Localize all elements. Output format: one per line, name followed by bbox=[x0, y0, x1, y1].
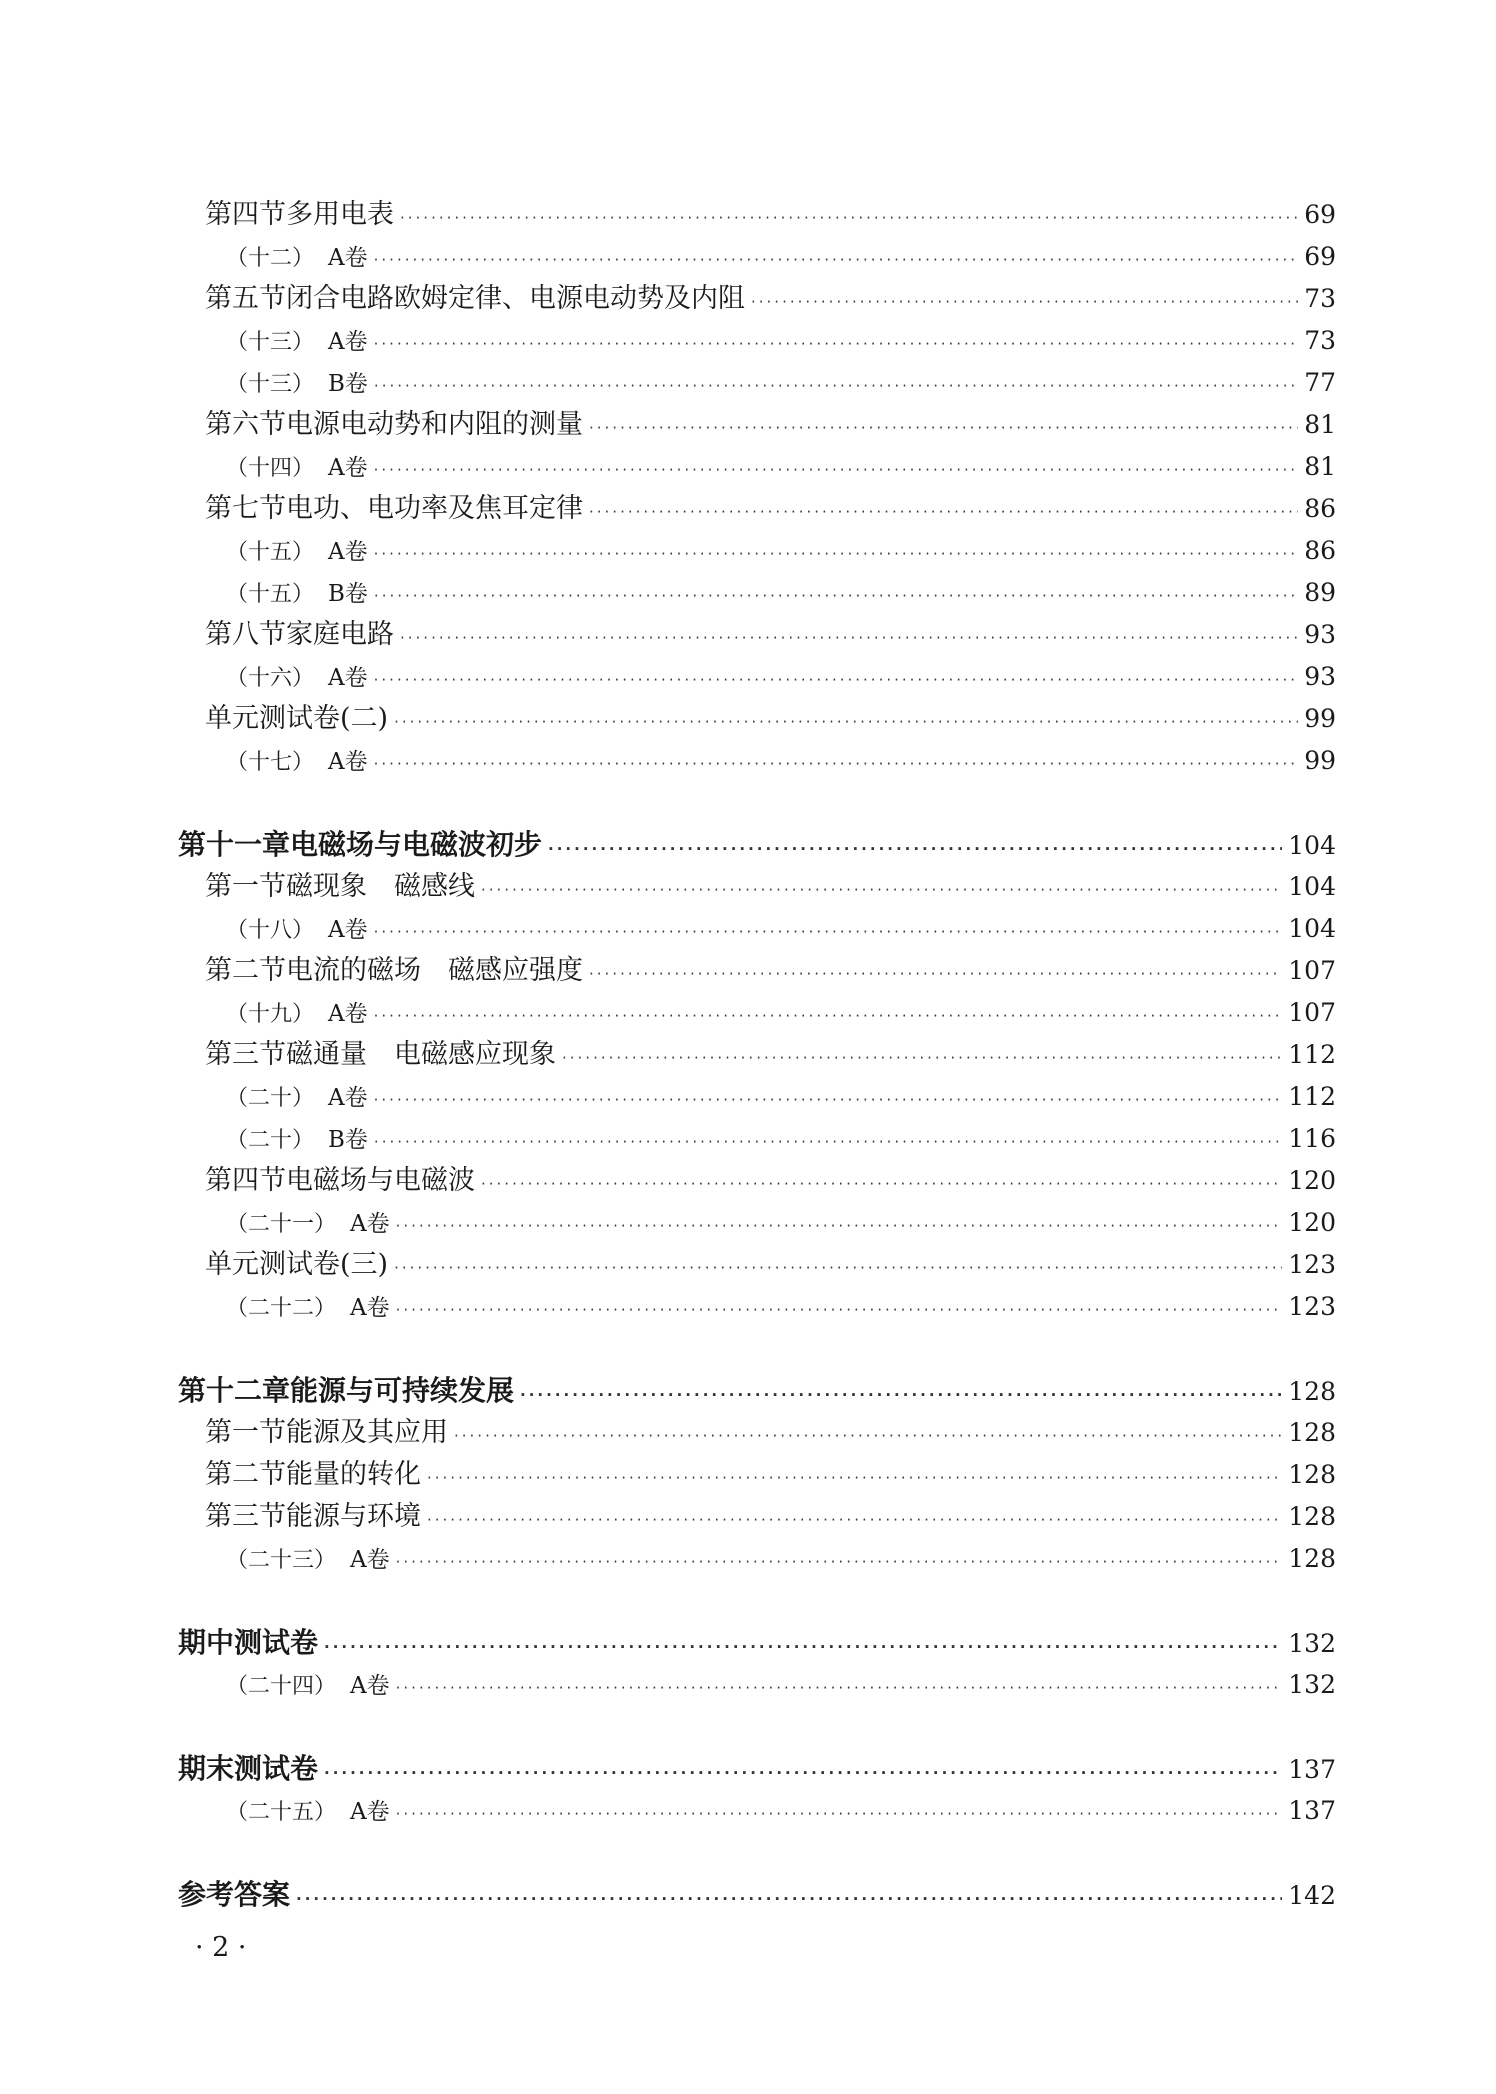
toc-entry-title: A卷 bbox=[328, 329, 368, 355]
toc-entry-section bbox=[205, 699, 1336, 739]
toc-entry-title: 期末测试卷 bbox=[178, 1752, 319, 1785]
dot-leader bbox=[751, 282, 1298, 322]
toc-entry-page: 89 bbox=[1304, 578, 1336, 607]
dot-leader bbox=[520, 1375, 1282, 1415]
toc-entry-page: 99 bbox=[1304, 704, 1336, 733]
toc-entry-section bbox=[205, 1455, 1336, 1495]
toc-entry-title: A卷 bbox=[328, 455, 368, 481]
toc-entry-page: 69 bbox=[1304, 242, 1336, 271]
toc-entry-page: 123 bbox=[1288, 1250, 1336, 1279]
toc-entry-label: （二十三） bbox=[226, 1548, 337, 1573]
toc-entry-title: A卷 bbox=[328, 245, 368, 271]
toc-entry-label: 第八节 bbox=[205, 619, 286, 650]
toc-entry-section bbox=[205, 195, 1336, 235]
toc-entry-quiz bbox=[226, 993, 1336, 1033]
toc-entry-title: 能源及其应用 bbox=[286, 1417, 448, 1448]
toc-entry-label: （十六） bbox=[226, 666, 315, 691]
toc-entry-quiz bbox=[226, 447, 1336, 487]
dot-leader bbox=[374, 1122, 1282, 1162]
toc-entry-quiz bbox=[226, 321, 1336, 361]
dot-leader bbox=[400, 618, 1298, 658]
toc-entry-label: 第二节 bbox=[205, 955, 286, 986]
toc-entry-page: 73 bbox=[1304, 284, 1336, 313]
dot-leader bbox=[589, 492, 1298, 532]
toc-entry-quiz bbox=[226, 657, 1336, 697]
toc-entry-label: （十三） bbox=[226, 372, 315, 397]
toc-entry-page: 86 bbox=[1304, 536, 1336, 565]
toc-entry-section bbox=[205, 1035, 1336, 1075]
toc-entry-page: 137 bbox=[1288, 1755, 1336, 1784]
dot-leader bbox=[394, 702, 1298, 742]
toc-entry-section bbox=[205, 405, 1336, 445]
dot-leader bbox=[427, 1458, 1282, 1498]
toc-entry-label: 第五节 bbox=[205, 283, 286, 314]
toc-entry-title: 能源与可持续发展 bbox=[290, 1374, 515, 1407]
toc-entry-quiz bbox=[226, 237, 1336, 277]
toc-entry-section bbox=[205, 1161, 1336, 1201]
toc-entry-label: 第三节 bbox=[205, 1039, 286, 1070]
toc-entry-title: A卷 bbox=[328, 1085, 368, 1111]
toc-entry-title: 能源与环境 bbox=[286, 1501, 421, 1532]
dot-leader bbox=[374, 534, 1299, 574]
toc-entry-page: 120 bbox=[1288, 1166, 1336, 1195]
dot-leader bbox=[427, 1500, 1282, 1540]
dot-leader bbox=[324, 1753, 1282, 1793]
toc-entry-section bbox=[205, 867, 1336, 907]
toc-entry-label: （十二） bbox=[226, 246, 315, 271]
dot-leader bbox=[589, 408, 1298, 448]
toc-entry-label: （二十四） bbox=[226, 1674, 337, 1699]
toc-entry-label: 第二节 bbox=[205, 1459, 286, 1490]
toc-entry-title: A卷 bbox=[350, 1547, 390, 1573]
toc-entry-title: 单元测试卷(三) bbox=[205, 1249, 389, 1280]
toc-entry-label: （二十） bbox=[226, 1086, 315, 1111]
dot-leader bbox=[374, 366, 1298, 406]
toc-entry-page: 99 bbox=[1304, 746, 1336, 775]
toc-entry-label: 第一节 bbox=[205, 871, 286, 902]
toc-entry-section bbox=[205, 489, 1336, 529]
toc-entry-chapter bbox=[178, 1875, 1336, 1915]
toc-entry-section bbox=[205, 615, 1336, 655]
toc-entry-title: A卷 bbox=[328, 539, 368, 565]
dot-leader bbox=[454, 1416, 1282, 1456]
dot-leader bbox=[374, 744, 1299, 784]
toc-entry-label: 第十二章 bbox=[178, 1374, 291, 1407]
toc-entry-label: 第三节 bbox=[205, 1501, 286, 1532]
toc-entry-title: A卷 bbox=[350, 1673, 390, 1699]
toc-entry-title: 电源电动势和内阻的测量 bbox=[286, 409, 583, 440]
toc-entry-label: （十五） bbox=[226, 582, 315, 607]
toc-entry-label: 第四节 bbox=[205, 1165, 286, 1196]
dot-leader bbox=[394, 1248, 1282, 1288]
dot-leader bbox=[396, 1290, 1283, 1330]
toc-entry-page: 93 bbox=[1304, 620, 1336, 649]
toc-entry-title: A卷 bbox=[328, 1001, 368, 1027]
toc-entry-page: 123 bbox=[1288, 1292, 1336, 1321]
toc-entry-label: （二十五） bbox=[226, 1800, 337, 1825]
toc-entry-chapter bbox=[178, 1371, 1336, 1411]
toc-entry-page: 81 bbox=[1304, 410, 1336, 439]
toc-entry-page: 128 bbox=[1288, 1544, 1336, 1573]
toc-entry-page: 132 bbox=[1288, 1629, 1336, 1658]
toc-entry-title: B卷 bbox=[328, 1127, 368, 1153]
dot-leader bbox=[396, 1542, 1283, 1582]
toc-entry-title: 磁通量 电磁感应现象 bbox=[286, 1039, 556, 1070]
toc-entry-label: （二十） bbox=[226, 1128, 315, 1153]
toc-entry-title: 能量的转化 bbox=[286, 1459, 421, 1490]
toc-entry-section bbox=[205, 1413, 1336, 1453]
toc-entry-page: 116 bbox=[1288, 1124, 1336, 1153]
toc-entry-page: 120 bbox=[1288, 1208, 1336, 1237]
toc-entry-label: （二十二） bbox=[226, 1296, 337, 1321]
toc-entry-title: 电磁场与电磁波初步 bbox=[290, 828, 543, 861]
dot-leader bbox=[374, 240, 1299, 280]
toc-entry-quiz bbox=[226, 1665, 1336, 1705]
dot-leader bbox=[396, 1206, 1283, 1246]
toc-entry-quiz bbox=[226, 1539, 1336, 1579]
toc-entry-title: 电功、电功率及焦耳定律 bbox=[286, 493, 583, 524]
toc-entry-label: 第四节 bbox=[205, 199, 286, 230]
dot-leader bbox=[374, 1080, 1283, 1120]
toc-entry-section bbox=[205, 951, 1336, 991]
toc-entry-title: A卷 bbox=[328, 749, 368, 775]
toc-entry-page: 77 bbox=[1304, 368, 1336, 397]
toc-entry-chapter bbox=[178, 825, 1336, 865]
toc-entry-page: 128 bbox=[1288, 1460, 1336, 1489]
toc-entry-page: 86 bbox=[1304, 494, 1336, 523]
toc-entry-title: A卷 bbox=[328, 665, 368, 691]
toc-entry-quiz bbox=[226, 573, 1336, 613]
toc-entry-title: 闭合电路欧姆定律、电源电动势及内阻 bbox=[286, 283, 745, 314]
dot-leader bbox=[324, 1627, 1282, 1667]
dot-leader bbox=[562, 1038, 1282, 1078]
dot-leader bbox=[374, 996, 1283, 1036]
toc-entry-title: 期中测试卷 bbox=[178, 1626, 319, 1659]
dot-leader bbox=[396, 1668, 1283, 1708]
toc-entry-label: 第一节 bbox=[205, 1417, 286, 1448]
toc-entry-section bbox=[205, 279, 1336, 319]
dot-leader bbox=[374, 576, 1298, 616]
toc-entry-title: A卷 bbox=[328, 917, 368, 943]
dot-leader bbox=[396, 1794, 1283, 1834]
toc-entry-title: 参考答案 bbox=[178, 1878, 291, 1911]
toc-entry-page: 112 bbox=[1288, 1082, 1336, 1111]
toc-entry-label: 第十一章 bbox=[178, 828, 291, 861]
page-number: · 2 · bbox=[195, 1932, 247, 1963]
dot-leader bbox=[374, 912, 1283, 952]
toc-entry-label: 第七节 bbox=[205, 493, 286, 524]
toc-entry-label: （十八） bbox=[226, 918, 315, 943]
toc-entry-quiz bbox=[226, 1077, 1336, 1117]
toc-entry-label: （十九） bbox=[226, 1002, 315, 1027]
toc-entry-chapter bbox=[178, 1623, 1336, 1663]
toc-entry-label: （二十一） bbox=[226, 1212, 337, 1237]
toc-entry-title: B卷 bbox=[328, 371, 368, 397]
toc-entry-title: 电磁场与电磁波 bbox=[286, 1165, 475, 1196]
toc-entry-page: 128 bbox=[1288, 1502, 1336, 1531]
toc-entry-title: 家庭电路 bbox=[286, 619, 394, 650]
toc-entry-chapter bbox=[178, 1749, 1336, 1789]
dot-leader bbox=[548, 829, 1282, 869]
toc-entry-page: 104 bbox=[1288, 831, 1336, 860]
toc-entry-title: A卷 bbox=[350, 1295, 390, 1321]
toc-entry-title: A卷 bbox=[350, 1799, 390, 1825]
dot-leader bbox=[374, 660, 1299, 700]
dot-leader bbox=[400, 198, 1298, 238]
toc-entry-quiz bbox=[226, 1203, 1336, 1243]
toc-entry-label: 第六节 bbox=[205, 409, 286, 440]
toc-entry-quiz bbox=[226, 909, 1336, 949]
toc-entry-page: 107 bbox=[1288, 998, 1336, 1027]
dot-leader bbox=[481, 1164, 1282, 1204]
dot-leader bbox=[296, 1879, 1282, 1919]
toc-entry-section bbox=[205, 1497, 1336, 1537]
toc-entry-title: 电流的磁场 磁感应强度 bbox=[286, 955, 583, 986]
toc-entry-page: 104 bbox=[1288, 872, 1336, 901]
toc-entry-quiz bbox=[226, 363, 1336, 403]
toc-entry-page: 132 bbox=[1288, 1670, 1336, 1699]
toc-entry-page: 142 bbox=[1288, 1881, 1336, 1910]
toc-entry-title: A卷 bbox=[350, 1211, 390, 1237]
toc-entry-page: 93 bbox=[1304, 662, 1336, 691]
toc-entry-page: 104 bbox=[1288, 914, 1336, 943]
toc-entry-label: （十七） bbox=[226, 750, 315, 775]
toc-entry-label: （十三） bbox=[226, 330, 315, 355]
toc-entry-page: 69 bbox=[1304, 200, 1336, 229]
dot-leader bbox=[481, 870, 1282, 910]
toc-entry-quiz bbox=[226, 741, 1336, 781]
dot-leader bbox=[374, 324, 1299, 364]
toc-entry-page: 128 bbox=[1288, 1418, 1336, 1447]
toc-entry-page: 112 bbox=[1288, 1040, 1336, 1069]
toc-entry-title: B卷 bbox=[328, 581, 368, 607]
toc-entry-quiz bbox=[226, 531, 1336, 571]
toc-entry-quiz bbox=[226, 1119, 1336, 1159]
toc-entry-page: 73 bbox=[1304, 326, 1336, 355]
toc-entry-section bbox=[205, 1245, 1336, 1285]
toc-entry-page: 128 bbox=[1288, 1377, 1336, 1406]
toc-entry-page: 137 bbox=[1288, 1796, 1336, 1825]
toc-entry-title: 多用电表 bbox=[286, 199, 394, 230]
dot-leader bbox=[374, 450, 1299, 490]
toc-entry-page: 107 bbox=[1288, 956, 1336, 985]
toc-entry-quiz bbox=[226, 1287, 1336, 1327]
toc-entry-label: （十五） bbox=[226, 540, 315, 565]
toc-entry-label: （十四） bbox=[226, 456, 315, 481]
toc-entry-page: 81 bbox=[1304, 452, 1336, 481]
toc-entry-quiz bbox=[226, 1791, 1336, 1831]
toc-entry-title: 单元测试卷(二) bbox=[205, 703, 389, 734]
dot-leader bbox=[589, 954, 1282, 994]
toc-entry-title: 磁现象 磁感线 bbox=[286, 871, 475, 902]
